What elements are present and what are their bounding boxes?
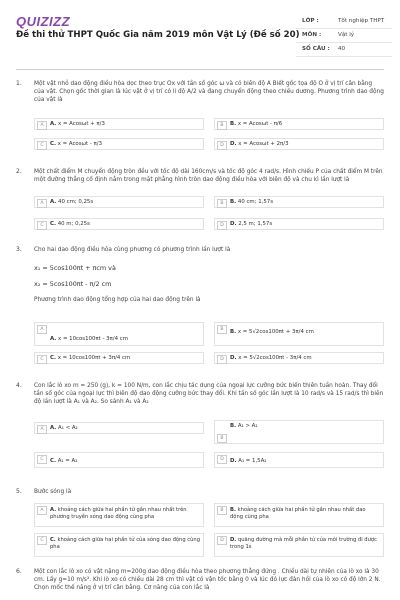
option-label: C. [50, 537, 56, 543]
meta-row-class [296, 14, 392, 29]
equation-x2: x₂ = 5cos100πt - π/2 cm [34, 280, 112, 288]
question-3 [16, 246, 386, 306]
option-value: 40 cm; 1,57s [237, 199, 274, 205]
option-value: khoảng cách giữa hai phần tử gần nhau nhất trên phương truyền sóng dao động cùng pha [50, 507, 187, 521]
question-text-2: Phương trình dao động tổng hợp của hai dao động trên là [34, 297, 201, 303]
option-2c[interactable] [34, 218, 204, 230]
meta-key: LỚP : [302, 18, 319, 24]
option-1c[interactable] [34, 138, 204, 150]
option-value: 2,5 m; 1,57s [238, 221, 273, 227]
question-number: 3. [16, 246, 22, 253]
option-value: quãng đường mà mỗi phần tử của môi trường đi được trong 1s [230, 537, 377, 551]
meta-key: MÔN : [302, 32, 322, 38]
question-text: Một chất điểm M chuyển động tròn đều với tốc độ dài 160cm/s và tốc độ góc 4 rad/s. Hình chiếu P của chất điểm M trên một đường thẳng cố định nằm trong mặt phẳng hình tròn dao động điều hòa với biên độ và chu kì lần lượt là [34, 169, 383, 184]
option-1b[interactable] [214, 118, 384, 130]
option-value: 40 cm; 0,25s [58, 199, 94, 205]
option-label: B. [230, 199, 237, 205]
option-letter: C [37, 455, 47, 464]
option-letter: D [217, 536, 227, 545]
option-label: B. [230, 507, 236, 513]
question-text: Bước sóng là [34, 489, 72, 495]
option-1a[interactable] [34, 118, 204, 130]
meta-row-count [296, 42, 392, 57]
meta-row-subject [296, 28, 392, 43]
question-text: Một vật nhỏ dao động điều hòa dọc theo trục Ox với tần số góc ω và có biên độ A Biết gốc tọa độ O ở vị trí cân bằng của vật. Chọn gốc thời gian là lúc vật ở vị trí có li độ A/2 và đang chuyển động theo chiều dương. Phương trình dao động của vật là [34, 81, 384, 104]
header [0, 0, 400, 60]
option-label: B. [230, 329, 237, 335]
option-label: A. [50, 507, 57, 513]
question-text: Cho hai dao động điều hòa cùng phương có phương trình lần lượt là [34, 247, 231, 253]
question-text: Con lắc lò xo m = 250 (g), k = 100 N/m, con lắc chịu tác dụng của ngoại lực cưỡng bức biến thiên tuần hoàn. Thay đổi tần số góc của ngoại lực thì biên độ dao động cưỡng bức thay đổi. Khi tần số góc lần lượt là 10 rad/s và 15 rad/s thì biên độ lần lượt là A₁ và A₂. So sánh A₁ và A₂ [34, 383, 384, 406]
meta-key: SỐ CÂU : [302, 46, 330, 52]
option-letter: A [37, 121, 47, 130]
option-5b[interactable] [214, 503, 384, 527]
option-letter: C [37, 221, 47, 230]
meta-value: Tốt nghiệp THPT [338, 18, 385, 24]
option-letter: B [217, 506, 227, 515]
meta-value: 40 [338, 46, 346, 52]
question-text: Một con lắc lò xo có vật nặng m=200g dao động điều hòa theo phương thẳng đứng . Chiều dài tự nhiên của lò xo là 30 cm. Lấy g=10 m/s². Khi lò xo có chiều dài 28 cm thì vật có vận tốc bằng 0 và lúc đó lực đàn hồi của lò xo có độ lớn 2 N. Chọn mốc thế năng ở vị trí cân bằng. Cơ năng của con lắc là [34, 569, 381, 592]
meta-value: Vật lý [338, 32, 355, 38]
page-title: Đề thi thử THPT Quốc Gia năm 2019 môn Vật Lý (Đề số 20) [16, 30, 300, 40]
option-value: x = Acosωt + π/3 [58, 121, 105, 127]
option-value: x = 5√2cos100πt + 3π/4 cm [237, 329, 314, 335]
question-number: 5. [16, 488, 22, 495]
option-label: B. [230, 423, 237, 429]
option-value: A₁ > A₂ [237, 423, 258, 429]
option-value: khoảng cách giữa hai phần tử gần nhau nhất dao động cùng pha [230, 507, 366, 521]
option-value: A₁ = A₂ [57, 458, 78, 464]
question-number: 1. [16, 80, 22, 87]
option-4a[interactable] [34, 422, 204, 434]
option-label: B. [230, 121, 237, 127]
option-3c[interactable] [34, 352, 204, 364]
option-label: C. [50, 355, 57, 361]
option-letter: A [37, 325, 47, 334]
option-2a[interactable] [34, 196, 204, 208]
option-value: x = 10cos100πt - 3π/4 cm [58, 336, 128, 342]
option-label: D. [230, 537, 237, 543]
option-label: D. [230, 141, 237, 147]
option-3a[interactable] [34, 322, 204, 346]
option-label: D. [230, 221, 237, 227]
option-label: C. [50, 141, 57, 147]
option-letter: D [217, 355, 227, 364]
option-2d[interactable] [214, 218, 384, 230]
option-letter: C [37, 536, 47, 545]
option-value: A₁ < A₂ [58, 425, 78, 431]
equation-x1: x₁ = 5cos100πt + πcm và [34, 264, 116, 272]
option-4b[interactable] [214, 420, 384, 444]
option-letter: D [217, 221, 227, 230]
option-1d[interactable] [214, 138, 384, 150]
option-value: 40 m; 0,25s [57, 221, 90, 227]
question-number: 6. [16, 568, 22, 575]
option-4c[interactable] [34, 452, 204, 468]
option-4d[interactable] [214, 452, 384, 468]
question-number: 2. [16, 168, 22, 175]
option-letter: B [217, 325, 227, 334]
option-value: x = Acosωt - π/3 [57, 141, 103, 147]
option-label: A. [50, 199, 57, 205]
option-value: x = 10cos100πt + 3π/4 cm [57, 355, 131, 361]
option-value: x = Acosωt - π/6 [237, 121, 283, 127]
option-letter: A [37, 425, 47, 434]
option-label: A. [50, 425, 57, 431]
option-letter: C [37, 141, 47, 150]
option-label: D. [230, 355, 237, 361]
option-label: C. [50, 221, 57, 227]
option-5d[interactable] [214, 533, 384, 557]
option-value: x = 5√2cos100πt - 3π/4 cm [238, 355, 312, 361]
option-value: khoảng cách giữa hai phần tử của sóng dao động cùng pha [50, 537, 200, 551]
quizizz-logo: QUIZIZZ [16, 14, 71, 29]
option-letter: D [217, 141, 227, 150]
option-2b[interactable] [214, 196, 384, 208]
option-letter: D [217, 455, 227, 464]
option-letter: B [217, 199, 227, 208]
option-letter: B [217, 121, 227, 130]
option-value: x = Acosωt + 2π/3 [238, 141, 289, 147]
option-5a[interactable] [34, 503, 204, 527]
option-value: A₁ = 1,5A₂ [238, 458, 267, 464]
option-letter: C [37, 355, 47, 364]
option-5c[interactable] [34, 533, 204, 557]
question-number: 4. [16, 382, 22, 389]
option-3d[interactable] [214, 352, 384, 364]
option-label: D. [230, 458, 237, 464]
option-letter: B [217, 434, 227, 443]
option-letter: A [37, 506, 47, 515]
option-letter: A [37, 199, 47, 208]
option-label: A. [50, 336, 57, 342]
option-label: C. [50, 458, 57, 464]
header-divider [16, 69, 384, 70]
option-3b[interactable] [214, 322, 384, 346]
option-label: A. [50, 121, 57, 127]
